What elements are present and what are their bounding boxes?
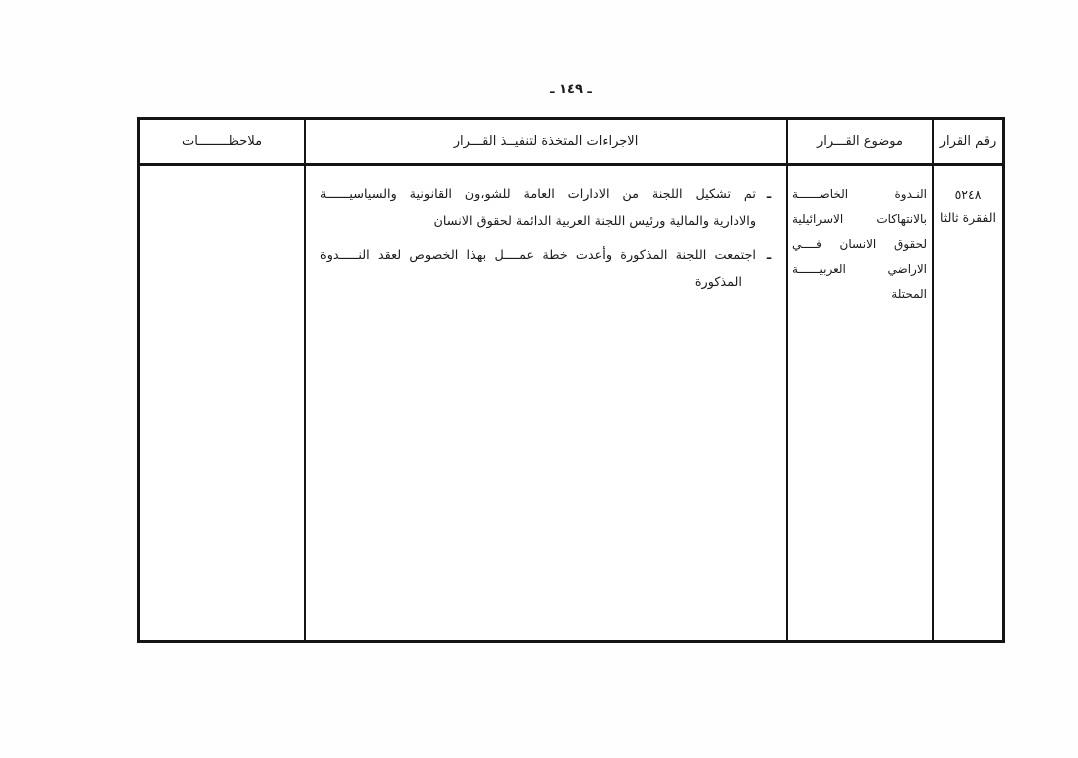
subject-line: لحقوق الانسان فــــي	[792, 237, 927, 251]
resolutions-table	[137, 117, 1005, 643]
dash-bullet-icon: ـ	[766, 187, 772, 202]
procedure-item	[320, 181, 782, 235]
subject-line: النـدوة الخاصــــــة	[792, 187, 927, 201]
procedure-item-text	[320, 242, 756, 296]
header-notes: ملاحظــــــــات	[140, 120, 304, 166]
page-number: ـ ١٤٩ ـ	[550, 82, 592, 97]
header-subject: موضوع القـــرار	[786, 120, 932, 166]
cell-notes	[140, 166, 304, 640]
decision-paragraph: الفقرة ثالثا	[939, 210, 997, 225]
cell-procedures	[304, 166, 786, 640]
decision-number-value: ٥٢٤٨	[954, 187, 982, 202]
procedure-line: اجتمعت اللجنة المذكورة وأعدت خطة عمــــل بهذا الخصوص لعقد النـــــدوة	[320, 248, 756, 263]
subject-line: المحتلة	[891, 287, 927, 301]
procedure-line: والادارية والمالية ورئيس اللجنة العربية الدائمة لحقوق الانسان	[433, 214, 756, 229]
cell-decision-number	[932, 166, 1002, 640]
procedure-item-text	[320, 181, 756, 235]
header-procedures: الاجراءات المتخذة لتنفيــذ القـــرار	[304, 120, 786, 166]
procedure-item	[320, 242, 782, 296]
cell-subject	[786, 166, 932, 640]
subject-line: بالانتهاكات الاسرائيلية	[792, 212, 927, 226]
dash-bullet-icon: ـ	[766, 248, 772, 263]
procedure-line: المذكورة	[694, 275, 742, 290]
subject-line: الاراضي العربيــــــة	[792, 262, 927, 276]
procedure-line: تم تشكيل اللجنة من الادارات العامة للشو،ون القانونية والسياسيــــــة	[320, 187, 756, 202]
header-decision-number: رقم القرار	[932, 120, 1002, 166]
